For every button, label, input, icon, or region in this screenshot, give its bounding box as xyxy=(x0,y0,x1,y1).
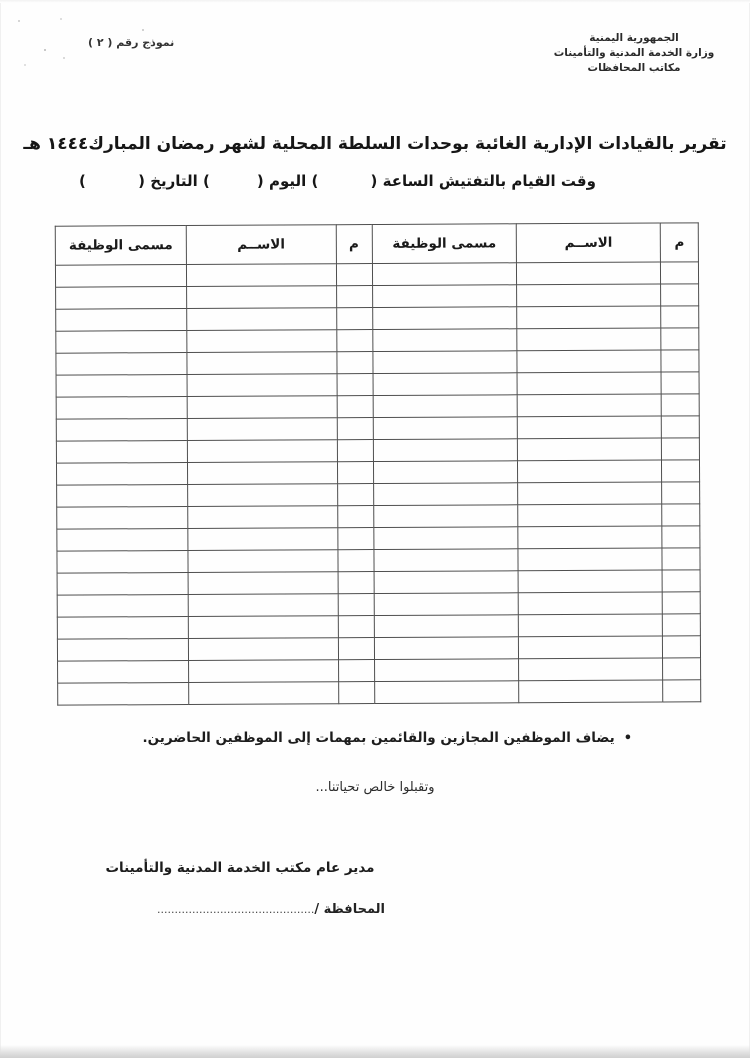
table-cell xyxy=(55,265,186,288)
table-cell xyxy=(373,505,518,528)
form-number-label: نموذج رقم ( ٢ ) xyxy=(88,36,175,49)
table-cell xyxy=(661,394,699,416)
table-cell xyxy=(337,396,373,418)
table-cell xyxy=(337,462,373,484)
closing-salutation: وتقبلوا خالص تحياتنا... xyxy=(315,780,435,795)
table-cell xyxy=(337,352,373,374)
table-cell xyxy=(188,638,338,661)
table-header-serial: م xyxy=(660,223,698,262)
note-line xyxy=(143,730,632,746)
table-cell xyxy=(663,680,701,702)
scan-bottom-shadow xyxy=(0,1045,750,1058)
table-cell xyxy=(188,572,338,595)
table-cell xyxy=(57,572,188,595)
table-cell xyxy=(374,637,519,660)
table-cell xyxy=(56,331,187,354)
table-cell xyxy=(372,263,517,286)
table-cell xyxy=(518,526,662,549)
table-cell xyxy=(373,373,518,396)
table-header-serial-2: م xyxy=(336,225,372,264)
table-cell xyxy=(187,374,337,397)
table-cell xyxy=(372,329,517,352)
signature-block xyxy=(95,860,385,917)
table-cell xyxy=(56,374,187,397)
table-cell xyxy=(517,350,661,373)
note-text: يضاف الموظفين المجازين والقائمين بمهمات إلى الموظفين الحاضرين. xyxy=(142,730,615,746)
table-cell xyxy=(338,682,374,704)
table-cell xyxy=(188,594,338,617)
table-cell xyxy=(372,285,517,308)
table-header-job-title: مسمى الوظيفة xyxy=(372,224,517,264)
scan-speck xyxy=(60,18,62,20)
table-cell xyxy=(57,528,188,551)
table-cell xyxy=(188,528,338,551)
table-cell xyxy=(57,616,188,639)
table-cell xyxy=(517,394,661,417)
report-table-wrap xyxy=(55,222,702,705)
governorate-line xyxy=(95,902,385,917)
table-cell xyxy=(338,550,374,572)
table-cell xyxy=(519,614,663,637)
table-cell xyxy=(337,374,373,396)
table-cell xyxy=(661,262,699,284)
table-cell xyxy=(661,416,699,438)
table-header-row xyxy=(55,223,698,265)
table-cell xyxy=(187,396,337,419)
table-cell xyxy=(338,638,374,660)
table-cell xyxy=(56,309,187,332)
table-cell xyxy=(188,506,338,529)
table-cell xyxy=(517,262,661,285)
table-cell xyxy=(661,438,699,460)
table-cell xyxy=(336,330,372,352)
table-header-name: الاســم xyxy=(517,223,661,263)
table-cell xyxy=(56,287,187,310)
table-cell xyxy=(188,682,338,705)
table-cell xyxy=(57,594,188,617)
table-cell xyxy=(187,308,337,331)
table-cell xyxy=(518,592,662,615)
table-cell xyxy=(661,306,699,328)
table-cell xyxy=(338,616,374,638)
table-cell xyxy=(337,418,373,440)
table-cell xyxy=(374,615,519,638)
letterhead-line-country: الجمهورية اليمنية xyxy=(589,32,679,44)
table-cell xyxy=(56,462,187,485)
table-cell xyxy=(58,660,189,683)
table-cell xyxy=(662,592,700,614)
table-cell xyxy=(188,616,338,639)
table-cell xyxy=(663,658,701,680)
table-cell xyxy=(57,638,188,661)
table-cell xyxy=(337,440,373,462)
table-cell xyxy=(517,306,661,329)
scan-speck xyxy=(18,20,20,22)
table-cell xyxy=(661,328,699,350)
table-cell xyxy=(373,549,518,572)
table-cell xyxy=(56,352,187,375)
table-cell xyxy=(336,264,372,286)
table-cell xyxy=(519,658,663,681)
table-cell xyxy=(56,440,187,463)
table-cell xyxy=(56,418,187,441)
table-cell xyxy=(662,614,700,636)
dotted-fill-line: ............................................. xyxy=(157,903,315,916)
table-cell xyxy=(373,483,518,506)
table-cell xyxy=(374,659,519,682)
scan-speck xyxy=(142,29,144,31)
table-cell xyxy=(517,328,661,351)
table-cell xyxy=(187,418,337,441)
table-cell xyxy=(337,484,373,506)
table-cell xyxy=(336,286,372,308)
letterhead-line-ministry: وزارة الخدمة المدنية والتأمينات xyxy=(553,47,715,59)
table-header-job-title-2: مسمى الوظيفة xyxy=(55,226,186,266)
table-cell xyxy=(662,482,700,504)
table-cell xyxy=(337,528,373,550)
table-cell xyxy=(372,351,517,374)
letterhead-line-offices: مكاتب المحافظات xyxy=(587,62,681,74)
table-cell xyxy=(662,570,700,592)
table-cell xyxy=(338,660,374,682)
table-cell xyxy=(519,680,663,703)
table-cell xyxy=(518,460,662,483)
table-cell xyxy=(374,681,519,704)
table-cell xyxy=(662,548,700,570)
table-cell xyxy=(518,548,662,571)
table-cell xyxy=(662,636,700,658)
table-cell xyxy=(187,484,337,507)
table-cell xyxy=(517,284,661,307)
table-cell xyxy=(518,570,662,593)
table-cell xyxy=(187,352,337,375)
table-cell xyxy=(372,307,517,330)
report-table xyxy=(55,222,702,705)
table-cell xyxy=(57,506,188,529)
table-cell xyxy=(661,372,699,394)
table-cell xyxy=(662,504,700,526)
table-cell xyxy=(661,284,699,306)
table-cell xyxy=(57,550,188,573)
table-cell xyxy=(662,460,700,482)
table-cell xyxy=(187,440,337,463)
table-cell xyxy=(56,396,187,419)
signature-title: مدير عام مكتب الخدمة المدنية والتأمينات xyxy=(105,860,375,876)
table-cell xyxy=(518,482,662,505)
scan-speck xyxy=(63,57,65,59)
table-cell xyxy=(337,506,373,528)
letterhead xyxy=(549,31,719,76)
table-cell xyxy=(58,682,189,705)
table-cell xyxy=(57,484,188,507)
table-cell xyxy=(519,636,663,659)
table-cell xyxy=(373,417,518,440)
table-cell xyxy=(518,416,662,439)
governorate-label: المحافظة / xyxy=(314,902,385,917)
scan-speck xyxy=(44,49,46,51)
scan-speck xyxy=(24,64,26,66)
table-cell xyxy=(662,526,700,548)
table-cell xyxy=(186,264,336,287)
bullet-icon: • xyxy=(623,730,632,746)
table-cell xyxy=(186,286,336,309)
table-cell xyxy=(188,660,338,683)
table-cell xyxy=(187,330,337,353)
table-cell xyxy=(373,395,518,418)
table-row xyxy=(58,680,701,705)
table-cell xyxy=(338,594,374,616)
table-cell xyxy=(374,593,519,616)
table-cell xyxy=(187,462,337,485)
table-cell xyxy=(373,527,518,550)
table-cell xyxy=(188,550,338,573)
table-cell xyxy=(374,571,519,594)
table-cell xyxy=(336,308,372,330)
table-header-name-2: الاســم xyxy=(186,225,336,265)
report-table-body xyxy=(55,262,700,705)
table-cell xyxy=(518,438,662,461)
table-cell xyxy=(517,372,661,395)
table-cell xyxy=(518,504,662,527)
table-cell xyxy=(338,572,374,594)
table-cell xyxy=(373,461,518,484)
table-cell xyxy=(661,350,699,372)
scan-top-edge xyxy=(0,0,750,3)
inspection-time-line: وقت القيام بالتفتيش الساعة ( ) اليوم ( ) التاريخ ( ) xyxy=(79,172,596,190)
table-cell xyxy=(373,439,518,462)
report-title: تقرير بالقيادات الإدارية الغائبة بوحدات السلطة المحلية لشهر رمضان المبارك١٤٤٤ هـ xyxy=(23,134,727,154)
